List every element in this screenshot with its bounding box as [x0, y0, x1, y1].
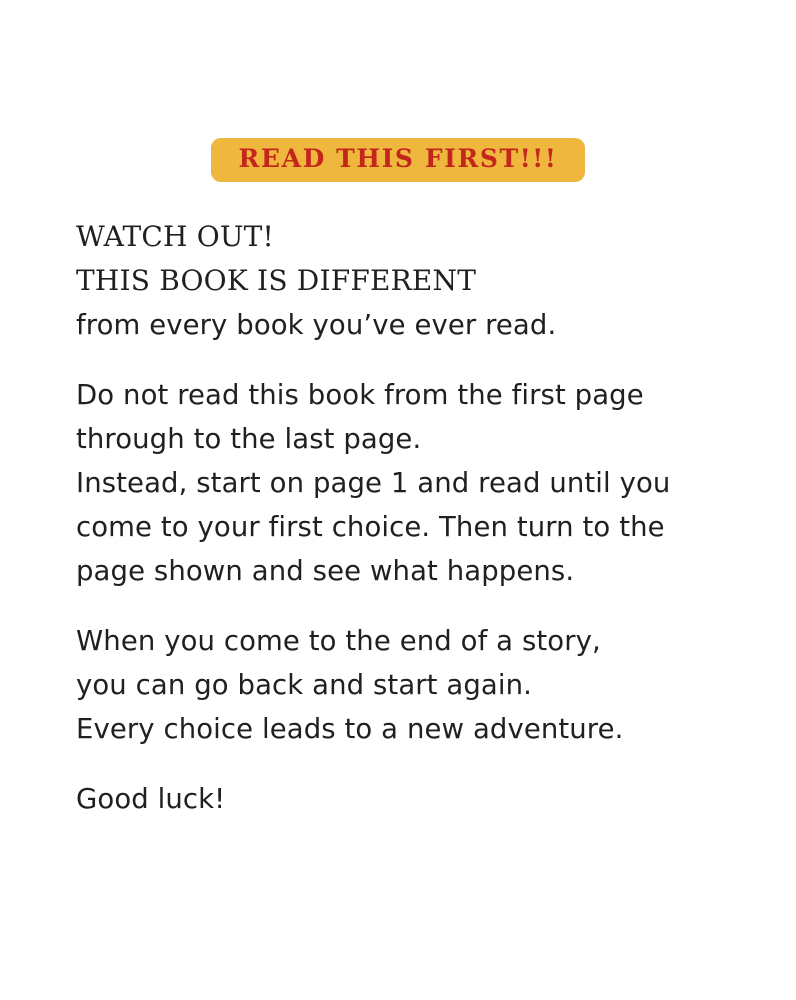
replay-line-2: you can go back and start again.	[76, 669, 532, 701]
instructions-body	[76, 215, 736, 821]
instructions-line-1: Do not read this book from the first page	[76, 379, 644, 411]
closing-line-1: Good luck!	[76, 783, 226, 815]
replay-line-3: Every choice leads to a new adventure.	[76, 713, 624, 745]
paragraph-replay	[76, 619, 736, 751]
instructions-line-4: come to your first choice. Then turn to the	[76, 511, 665, 543]
instructions-line-3: Instead, start on page 1 and read until you	[76, 467, 671, 499]
replay-line-1: When you come to the end of a story,	[76, 625, 601, 657]
paragraph-instructions	[76, 373, 736, 593]
instructions-line-5: page shown and see what happens.	[76, 555, 575, 587]
warning-line-2: THIS BOOK IS DIFFERENT	[76, 264, 477, 297]
read-this-first-banner: READ THIS FIRST!!!	[211, 138, 586, 182]
instructions-line-2: through to the last page.	[76, 423, 422, 455]
warning-line-3: from every book you’ve ever read.	[76, 309, 557, 341]
banner-container	[0, 138, 796, 182]
paragraph-warning	[76, 215, 736, 347]
warning-line-1: WATCH OUT!	[76, 220, 274, 253]
paragraph-closing	[76, 777, 736, 821]
